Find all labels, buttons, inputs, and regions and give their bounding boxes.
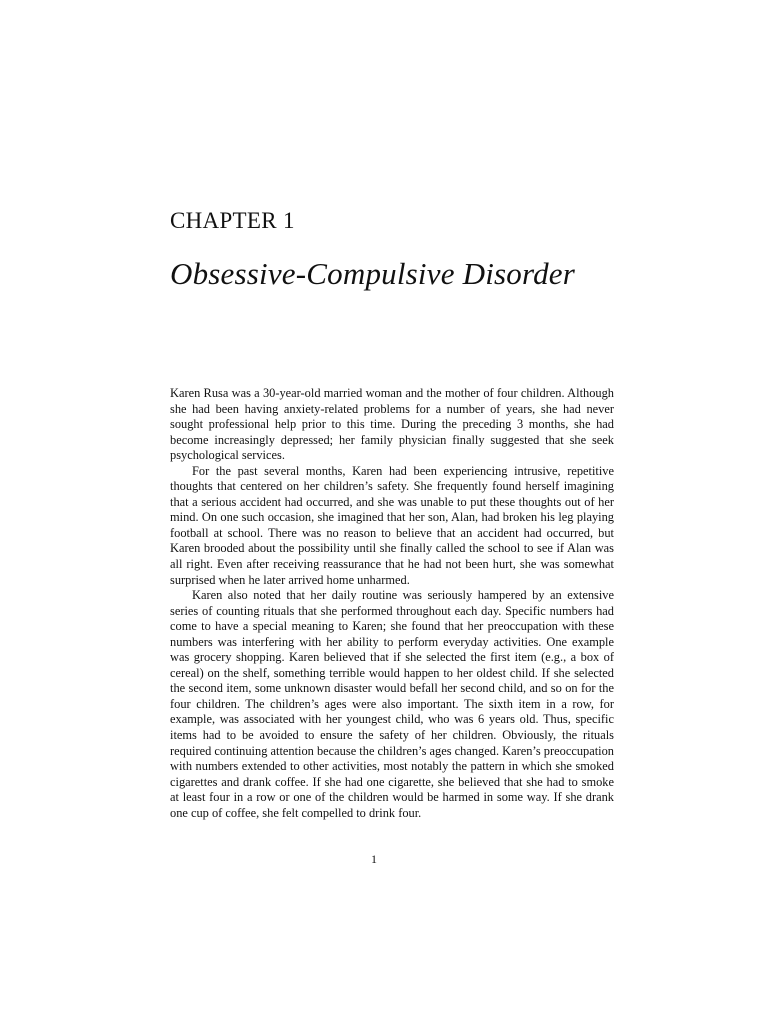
paragraph-2: For the past several months, Karen had been experiencing intrusive, repetitive thoughts that centered on her children’s safety. She frequently found herself imagining that a serious accident had occurred, and she was unable to put these thoughts out of her mind. On one such occasion, she imagined that her son, Alan, had broken his leg playing football at school. There was no reason to believe that an accident had occurred, but Karen brooded about the possibility until she finally called the school to see if Alan was all right. Even after receiving reassurance that he had not been hurt, she was somewhat surprised when he later arrived home unharmed.: [170, 463, 614, 587]
chapter-label: CHAPTER 1: [170, 208, 295, 233]
paragraph-1: Karen Rusa was a 30-year-old married woman and the mother of four children. Although she had been having anxiety-related problems for a number of years, she had never sought professional help prior to this time. During the preceding 3 months, she had become increasingly depressed; her family physician finally suggested that she seek psychological services.: [170, 386, 614, 463]
chapter-body: [170, 386, 614, 821]
paragraph-3: Karen also noted that her daily routine was seriously hampered by an extensive series of counting rituals that she performed throughout each day. Specific numbers had come to have a special meaning to Karen; she found that her preoccupation with these numbers was interfering with her ability to perform everyday activities. One example was grocery shopping. Karen believed that if she selected the first item (e.g., a box of cereal) on the shelf, something terrible would happen to her oldest child. If she selected the second item, some unknown disaster would befall her second child, and so on for the four children. The children’s ages were also important. The sixth item in a row, for example, was associated with her youngest child, who was 6 years old. Thus, specific items had to be avoided to ensure the safety of her children. Obviously, the rituals required continuing attention because the children’s ages changed. Karen’s preoccupation with numbers extended to other activities, most notably the pattern in which she smoked cigarettes and drank coffee. If she had one cigarette, she believed that she had to smoke at least four in a row or one of the children would be harmed in some way. If she drank one cup of coffee, she felt compelled to drink four.: [170, 588, 614, 820]
chapter-title: Obsessive-Compulsive Disorder: [170, 256, 576, 291]
page-number: 1: [371, 852, 377, 866]
